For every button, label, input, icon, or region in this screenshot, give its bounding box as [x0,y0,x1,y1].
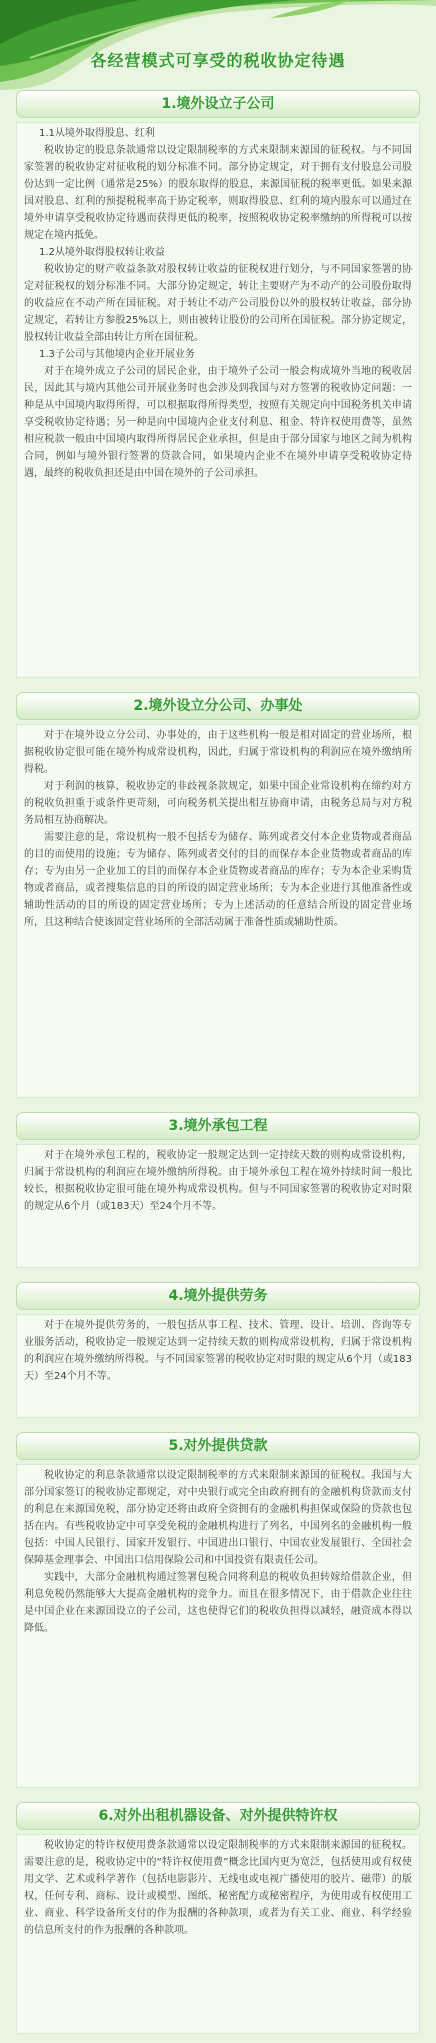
section-3-body [16,1144,420,1268]
paragraph: 对于利润的核算，税收协定的非歧视条款规定，如果中国企业常设机构在缔约对方的税收负担重于或条件更苛刻，可向税务机关提出相互协商申请，由税务总局与对方税务局相互协商解决。 [24,781,412,826]
top-leaf-banner [0,0,436,90]
subheading: 1.1从境外取得股息、红利 [39,128,155,139]
section-4-body [16,1314,420,1418]
section-6-body [16,1834,420,2034]
section-5-body [16,1464,420,1788]
subheading: 1.3子公司与其他境内企业开展业务 [39,349,195,360]
paragraph: 税收协定的股息条款通常以设定限制税率的方式来限制来源国的征税权。与不同国家签署的税收协定对征收税的划分标准不同。部分协定规定，对于拥有支付股息公司股份达到一定比例（通常是25%）的股东取得的股息，来源国征税的税率更低。如果来源国对股息、红利的预提税税率高于协定税率，则取得股息、红利的境内股东可以通过在境外申请享受税收协定待遇而获得更低的税率，按照税收协定税率缴纳的所得税可以按规定在境内抵免。 [24,145,412,241]
paragraph: 对于在境外提供劳务的，一般包括从事工程、技术、管理、设计、培训、咨询等专业服务活动，税收协定一般规定达到一定持续天数的则构成常设机构，归属于常设机构的利润应在境外缴纳所得税。与不同国家签署的税收协定对时限的规定从6个月（或183天）至24个月不等。 [24,1320,412,1382]
paragraph: 对于在境外成立子公司的居民企业，由于境外子公司一般会构成境外当地的税收居民，因此其与境内其他公司开展业务时也会涉及到我国与对方签署的税收协定问题：一种是从中国境内取得所得，可以根据取得所得类型，按照有关规定向中国税务机关申请享受税收协定待遇；另一种是向中国境内企业支付利息、租金、特许权使用费等，虽然相应税款一般由中国境内取得所得居民企业承担，但是由于部分国家与地区之间为机构合同，例如与境外银行签署的贷款合同，如果境内企业不在境外申请享受税收协定待遇，最终的税收负担还是由中国在境外的子公司承担。 [24,366,412,479]
section-5-heading: 5.对外提供贷款 [16,1432,420,1460]
section-2-body [16,724,420,1098]
paragraph: 对于在境外承包工程的，税收协定一般规定达到一定持续天数的则构成常设机构，归属于常设机构的利润应在境外缴纳所得税。由于境外承包工程在境外持续时间一般比较长，根据税收协定很可能在境外构成常设机构。但与不同国家签署的税收协定对时限的规定从6个月（或183天）至24个月不等。 [24,1150,412,1212]
subheading: 1.2从境外取得股权转让收益 [39,247,165,258]
section-1-body [16,122,420,678]
paragraph: 税收协定的特许权使用费条款通常以设定限制税率的方式来限制来源国的征税权。需要注意的是，税收协定中的“特许权使用费”概念比国内更为宽泛，包括使用或有权使用文学、艺术或科学著作（包括电影影片、无线电或电视广播使用的胶片、磁带）的版权，任何专利、商标、设计或模型、图纸、秘密配方或秘密程序，为使用或有权使用工业、商业、科学设备所支付的作为报酬的各种款项，或者为有关工业、商业、科学经验的信息所支付的作为报酬的各种款项。 [24,1840,412,1936]
paragraph: 需要注意的是，常设机构一般不包括专为储存、陈列或者交付本企业货物或者商品的目的而使用的设施；专为储存、陈列或者交付的目的而保存本企业货物或者商品的库存；专为由另一企业加工的目的而保存本企业货物或者商品的库存；专为本企业采购货物或者商品，或者搜集信息的目的所设的固定营业场所；专为本企业进行其他准备性或辅助性活动的目的所设的固定营业场所；专为上述活动的任意结合所设的固定营业场所，且这种结合使该固定营业场所的全部活动属于准备性质或辅助性质。 [24,832,412,928]
paragraph: 税收协定的利息条款通常以设定限制税率的方式来限制来源国的征税权。我国与大部分国家签订的税收协定都规定，对中央银行或完全由政府拥有的金融机构贷款而支付的利息在来源国免税，部分协定还将由政府全资拥有的金融机构担保或保险的贷款也包括在内。有些税收协定中可享受免税的金融机构进行了列名，中国列名的金融机构一般包括：中国人民银行、国家开发银行、中国进出口银行、中国农业发展银行、全国社会保障基金理事会、中国出口信用保险公司和中国投资有限责任公司。 [24,1470,412,1566]
section-6-heading: 6.对外出租机器设备、对外提供特许权 [16,1802,420,1830]
page-title: 各经营模式可享受的税收协定待遇 [90,51,346,70]
paragraph: 实践中，大部分金融机构通过签署包税合同将利息的税收负担转嫁给借款企业，但利息免税仍然能够大大提高金融机构的竞争力。而且在很多情况下，由于借款企业往往是中国企业在来源国设立的子公司，这也使得它们的税收负担得以减轻，融资成本得以降低。 [24,1572,412,1634]
paragraph: 对于在境外设立分公司、办事处的，由于这些机构一般是相对固定的营业场所，根据税收协定很可能在境外构成常设机构，因此，归属于常设机构的利润应在境外缴纳所得税。 [24,730,412,775]
section-2-heading: 2.境外设立分公司、办事处 [16,692,420,720]
paragraph: 税收协定的财产收益条款对股权转让收益的征税权进行划分，与不同国家签署的协定对征税权的划分标准不同。大部分协定规定，转让主要财产为不动产的公司股份取得的收益应在不动产所在国征税。对于转让不动产公司股份以外的股权转让收益，部分协定规定，若转让方参股25%以上，则由被转让股份的公司所在国征税。部分协定规定，股权转让收益全部由转让方所在国征税。 [24,264,412,343]
section-3-heading: 3.境外承包工程 [16,1112,420,1140]
section-4-heading: 4.境外提供劳务 [16,1282,420,1310]
section-1-heading: 1.境外设立子公司 [16,90,420,118]
